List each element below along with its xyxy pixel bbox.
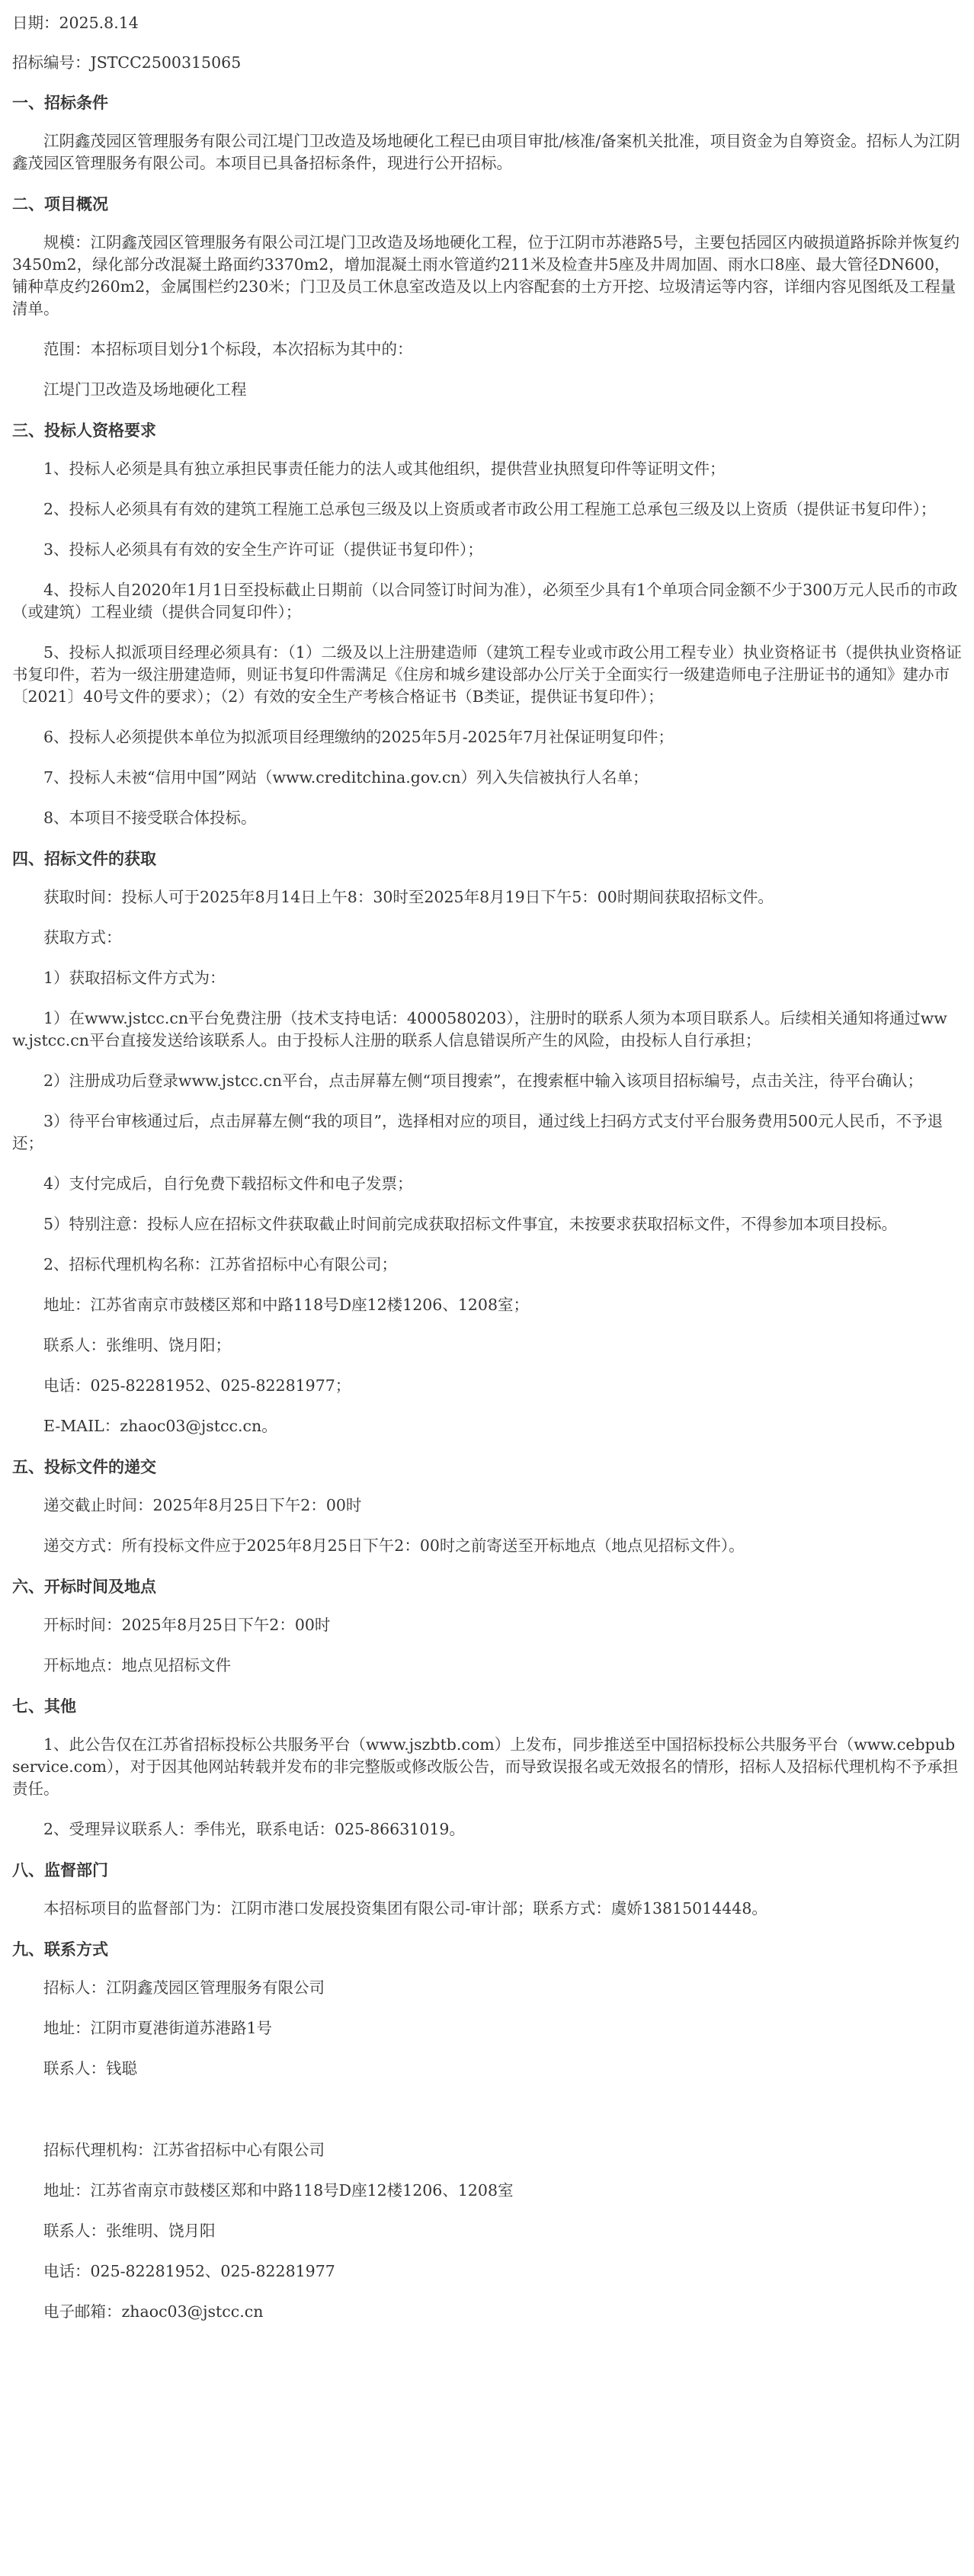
- section-paragraph: 3、投标人必须具有有效的安全生产许可证（提供证书复印件）；: [12, 540, 483, 559]
- section-paragraph: 联系人：钱聪: [12, 2059, 137, 2078]
- section-paragraph: 获取方式：: [12, 928, 122, 947]
- section-paragraph: 获取时间：投标人可于2025年8月14日上午8：30时至2025年8月19日下午5：00时期间获取招标文件。: [12, 888, 774, 906]
- section-paragraph: 2）注册成功后登录www.jstcc.cn平台，点击屏幕左侧“项目搜索”，在搜索框中输入该项目招标编号，点击关注，待平台确认；: [12, 1072, 924, 1090]
- section-paragraph: 联系人：张维明、饶月阳；: [12, 1336, 231, 1354]
- section-6: [12, 1575, 962, 1677]
- section-1: [12, 91, 962, 175]
- section-4: [12, 847, 962, 1437]
- section-paragraph: 地址：江阴市夏港街道苏港路1号: [12, 2019, 273, 2037]
- section-paragraph: 2、招标代理机构名称：江苏省招标中心有限公司；: [12, 1255, 398, 1274]
- section-paragraph: 开标时间：2025年8月25日下午2：00时: [12, 1616, 331, 1634]
- section-heading: 二、项目概况: [12, 194, 108, 213]
- agency-contact-line: 电子邮箱：zhaoc03@jstcc.cn: [12, 2302, 264, 2321]
- section-7: [12, 1695, 962, 1841]
- section-paragraph: 4、投标人自2020年1月1日至投标截止日期前（以合同签订时间为准），必须至少具有1个单项合同金额不少于300万元人民币的市政（或建筑）工程业绩（提供合同复印件）；: [12, 581, 958, 621]
- section-paragraph: 电话：025-82281952、025-82281977；: [12, 1376, 351, 1395]
- section-paragraph: 5）特别注意：投标人应在招标文件获取截止时间前完成获取招标文件事宜，未按要求获取招标文件，不得参加本项目投标。: [12, 1215, 898, 1233]
- section-paragraph: 3）待平台审核通过后，点击屏幕左侧“我的项目”，选择相对应的项目，通过线上扫码方式支付平台服务费用500元人民币，不予退还；: [12, 1112, 944, 1152]
- section-paragraph: 江阴鑫茂园区管理服务有限公司江堤门卫改造及场地硬化工程已由项目审批/核准/备案机关批准，项目资金为自筹资金。招标人为江阴鑫茂园区管理服务有限公司。本项目已具备招标条件，现进行公开招标。: [12, 132, 960, 172]
- section-paragraph: 范围：本招标项目划分1个标段，本次招标为其中的：: [12, 340, 413, 358]
- section-heading: 七、其他: [12, 1697, 76, 1716]
- agency-contact-line: 电话：025-82281952、025-82281977: [12, 2262, 335, 2280]
- section-heading: 六、开标时间及地点: [12, 1577, 156, 1596]
- section-8: [12, 1859, 962, 1920]
- section-9: [12, 1938, 962, 2080]
- section-5: [12, 1456, 962, 1557]
- section-paragraph: 江堤门卫改造及场地硬化工程: [12, 380, 247, 399]
- section-paragraph: 地址：江苏省南京市鼓楼区郑和中路118号D座12楼1206、1208室；: [12, 1296, 529, 1314]
- section-paragraph: 递交截止时间：2025年8月25日下午2：00时: [12, 1496, 362, 1514]
- section-paragraph: 7、投标人未被“信用中国”网站（www.creditchina.gov.cn）列入失信被执行人名单；: [12, 768, 649, 787]
- section-heading: 三、投标人资格要求: [12, 421, 156, 440]
- agency-contact-line: 地址：江苏省南京市鼓楼区郑和中路118号D座12楼1206、1208室: [12, 2181, 514, 2200]
- section-paragraph: 6、投标人必须提供本单位为拟派项目经理缴纳的2025年5月-2025年7月社保证明复印件；: [12, 728, 674, 746]
- section-paragraph: 本招标项目的监督部门为：江阴市港口发展投资集团有限公司-审计部；联系方式：虞娇13815014448。: [12, 1899, 767, 1918]
- agency-contact-line: 招标代理机构：江苏省招标中心有限公司: [12, 2141, 325, 2159]
- section-paragraph: 2、投标人必须具有有效的建筑工程施工总承包三级及以上资质或者市政公用工程施工总承包三级及以上资质（提供证书复印件）；: [12, 500, 937, 518]
- section-paragraph: 递交方式：所有投标文件应于2025年8月25日下午2：00时之前寄送至开标地点（地点见招标文件）。: [12, 1536, 745, 1555]
- section-paragraph: 1、此公告仅在江苏省招标投标公共服务平台（www.jszbtb.com）上发布，同步推送至中国招标投标公共服务平台（www.cebpubservice.com），对于因其他网站转载并发布的非完整版或修改版公告，而导致误报名或无效报名的情形，招标人及招标代理机构不予承担责任。: [12, 1735, 959, 1798]
- section-gap: [12, 2098, 962, 2139]
- section-paragraph: 8、本项目不接受联合体投标。: [12, 809, 257, 827]
- section-2: [12, 193, 962, 401]
- section-paragraph: 2、受理异议联系人：季伟光，联系电话：025-86631019。: [12, 1820, 465, 1838]
- section-paragraph: 4）支付完成后，自行免费下载招标文件和电子发票；: [12, 1174, 413, 1193]
- section-paragraph: 1、投标人必须是具有独立承担民事责任能力的法人或其他组织，提供营业执照复印件等证明文件；: [12, 460, 726, 478]
- section-heading: 五、投标文件的递交: [12, 1457, 156, 1476]
- announcement-sections: [12, 91, 962, 2080]
- section-heading: 一、招标条件: [12, 93, 108, 112]
- section-paragraph: 1）在www.jstcc.cn平台免费注册（技术支持电话：4000580203），注册时的联系人须为本项目联系人。后续相关通知将通过www.jstcc.cn平台直接发送给该联系人。由于投标人注册的联系人信息错误所产生的风险，由投标人自行承担；: [12, 1009, 947, 1049]
- section-heading: 九、联系方式: [12, 1940, 108, 1959]
- section-paragraph: 5、投标人拟派项目经理必须具有：（1）二级及以上注册建造师（建筑工程专业或市政公用工程专业）执业资格证书（提供执业资格证书复印件，若为一级注册建造师，则证书复印件需满足《住房和城乡建设部办公厅关于全面实行一级建造师电子注册证书的通知》建办市〔2021〕40号文件的要求）；（2）有效的安全生产考核合格证书（B类证，提供证书复印件）；: [12, 643, 962, 706]
- section-paragraph: 1）获取招标文件方式为：: [12, 969, 226, 987]
- section-heading: 八、监督部门: [12, 1860, 108, 1879]
- announcement-date: 日期：2025.8.14: [12, 14, 139, 32]
- section-heading: 四、招标文件的获取: [12, 849, 156, 868]
- tender-number: 招标编号：JSTCC2500315065: [12, 53, 242, 72]
- section-3: [12, 419, 962, 829]
- section-paragraph: 规模：江阴鑫茂园区管理服务有限公司江堤门卫改造及场地硬化工程，位于江阴市苏港路5号，主要包括园区内破损道路拆除并恢复约3450m2，绿化部分改混凝土路面约3370m2，增加混凝土雨水管道约211米及检查井5座及井周加固、雨水口8座、最大管径DN600，铺种草皮约260m2，金属围栏约230米；门卫及员工休息室改造及以上内容配套的土方开挖、垃圾清运等内容，详细内容见图纸及工程量清单。: [12, 233, 960, 318]
- section-paragraph: 开标地点：地点见招标文件: [12, 1656, 231, 1674]
- section-paragraph: 招标人：江阴鑫茂园区管理服务有限公司: [12, 1978, 325, 1997]
- agency-contact-block: [12, 2139, 962, 2323]
- section-paragraph: E-MAIL：zhaoc03@jstcc.cn。: [12, 1417, 277, 1435]
- agency-contact-line: 联系人：张维明、饶月阳: [12, 2222, 216, 2240]
